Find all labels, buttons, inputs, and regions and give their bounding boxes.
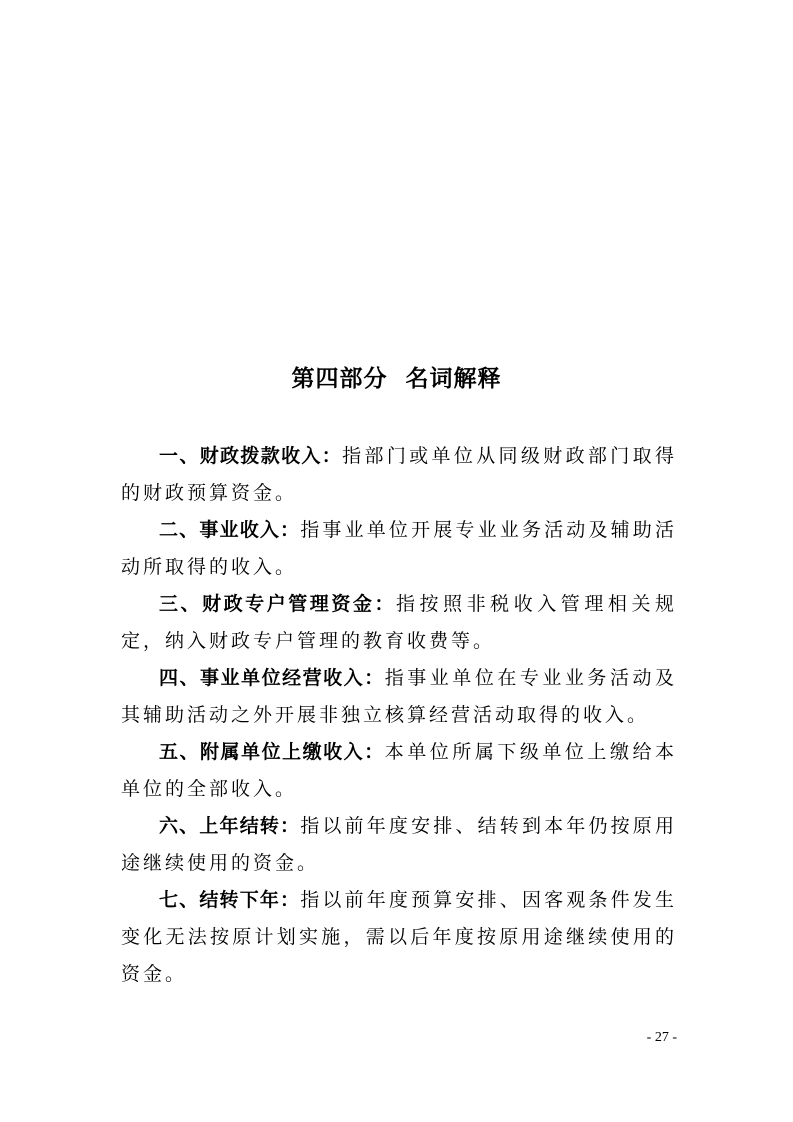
glossary-definition: 指以前年度预算安排、因客观条件发生变化无法按原计划实施，需以后年度按原用途继续使用的资金。 [121, 889, 677, 985]
glossary-definition: 指部门或单位从同级财政部门取得的财政预算资金。 [121, 445, 677, 504]
glossary-entry [121, 882, 677, 993]
glossary-term: 四、事业单位经营收入： [159, 667, 385, 689]
glossary-term: 七、结转下年： [159, 889, 301, 911]
glossary-definition: 指以前年度安排、结转到本年仍按原用途继续使用的资金。 [121, 815, 677, 874]
glossary-body [121, 438, 677, 993]
glossary-entry [121, 660, 677, 734]
page-number: - 27 - [646, 1030, 677, 1045]
glossary-definition: 指按照非税收入管理相关规定，纳入财政专户管理的教育收费等。 [121, 593, 677, 652]
glossary-term: 三、财政专户管理资金： [159, 593, 396, 615]
glossary-term: 一、财政拨款收入： [159, 445, 343, 467]
glossary-term: 六、上年结转： [159, 815, 301, 837]
glossary-entry [121, 734, 677, 808]
glossary-term: 五、附属单位上缴收入： [159, 741, 385, 763]
glossary-entry [121, 586, 677, 660]
glossary-entry [121, 808, 677, 882]
glossary-entry [121, 512, 677, 586]
glossary-definition: 指事业单位开展专业业务活动及辅助活动所取得的收入。 [121, 519, 677, 578]
page-title: 第四部分 名词解释 [291, 366, 502, 392]
glossary-term: 二、事业收入： [159, 519, 301, 541]
glossary-definition: 指事业单位在专业业务活动及其辅助活动之外开展非独立核算经营活动取得的收入。 [121, 667, 677, 726]
glossary-definition: 本单位所属下级单位上缴给本单位的全部收入。 [121, 741, 677, 800]
glossary-entry [121, 438, 677, 512]
